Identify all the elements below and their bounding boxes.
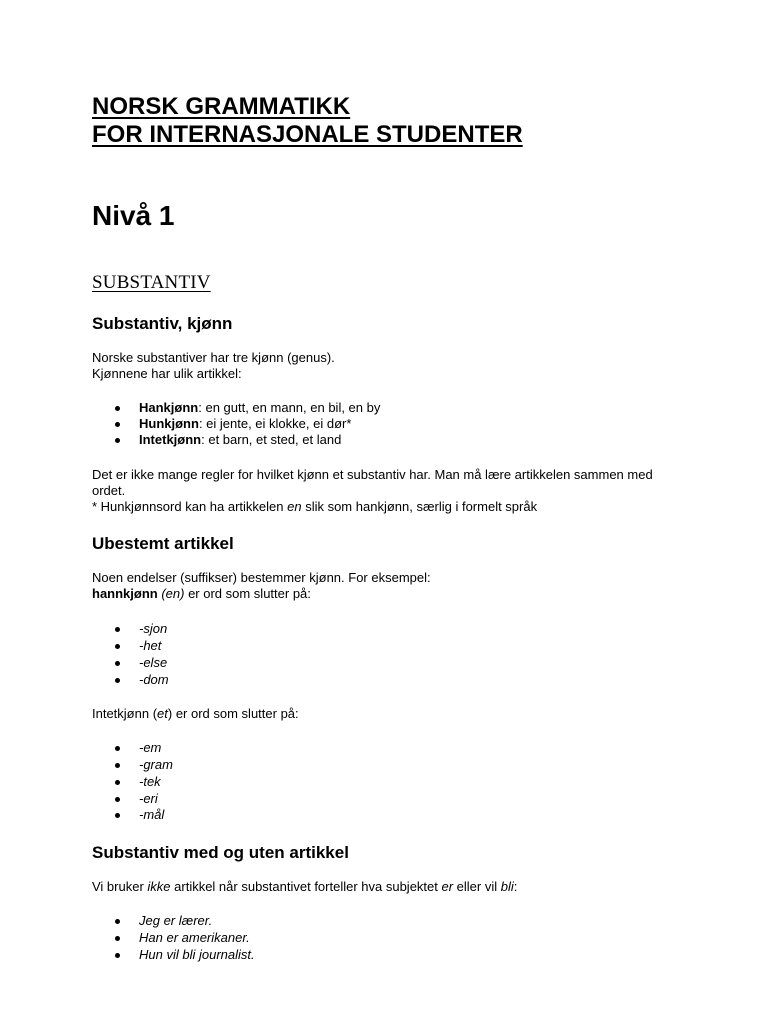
masculine-intro: hannkjønn (en) er ord som slutter på: xyxy=(92,586,311,601)
gender-note-line-2: ordet. xyxy=(92,483,126,498)
list-item: -dom xyxy=(139,672,169,687)
bullet-icon xyxy=(115,953,120,958)
bullet-icon xyxy=(115,661,120,666)
bullet-icon xyxy=(115,422,120,427)
list-item: -eri xyxy=(139,791,158,806)
level-heading: Nivå 1 xyxy=(92,200,175,231)
bullet-icon xyxy=(115,919,120,924)
indefinite-heading: Ubestemt artikkel xyxy=(92,534,234,553)
list-item: -sjon xyxy=(139,621,168,636)
list-item: Jeg er lærer. xyxy=(139,913,213,928)
neuter-intro: Intetkjønn (et) er ord som slutter på: xyxy=(92,706,299,721)
gender-intro-line-2: Kjønnene har ulik artikkel: xyxy=(92,366,242,381)
list-item: -mål xyxy=(139,807,165,822)
list-item: Intetkjønn: et barn, et sted, et land xyxy=(139,432,342,447)
document-title-line-1: NORSK GRAMMATIKK xyxy=(92,93,351,120)
bullet-icon xyxy=(115,406,120,411)
bullet-icon xyxy=(115,678,120,683)
section-heading: SUBSTANTIV xyxy=(92,272,211,293)
gender-intro-line-1: Norske substantiver har tre kjønn (genus). xyxy=(92,350,335,365)
list-item: -gram xyxy=(139,757,173,772)
article-use-intro: Vi bruker ikke artikkel når substantivet forteller hva subjektet er eller vil bli: xyxy=(92,879,518,894)
list-item: -em xyxy=(139,740,162,755)
list-item: Hun vil bli journalist. xyxy=(139,947,255,962)
bullet-icon xyxy=(115,936,120,941)
bullet-icon xyxy=(115,780,120,785)
article-use-heading: Substantiv med og uten artikkel xyxy=(92,843,349,862)
list-item: Han er amerikaner. xyxy=(139,930,250,945)
list-item: -else xyxy=(139,655,168,670)
gender-footnote: * Hunkjønnsord kan ha artikkelen en slik som hankjønn, særlig i formelt språk xyxy=(92,499,538,514)
bullet-icon xyxy=(115,438,120,443)
list-item: Hunkjønn: ei jente, ei klokke, ei dør* xyxy=(139,416,352,431)
list-item: -het xyxy=(139,638,162,653)
bullet-icon xyxy=(115,813,120,818)
indefinite-intro: Noen endelser (suffikser) bestemmer kjønn. For eksempel: xyxy=(92,570,431,585)
gender-note-line-1: Det er ikke mange regler for hvilket kjønn et substantiv har. Man må lære artikkelen sammen med xyxy=(92,467,653,482)
bullet-icon xyxy=(115,627,120,632)
bullet-icon xyxy=(115,763,120,768)
bullet-icon xyxy=(115,746,120,751)
bullet-icon xyxy=(115,797,120,802)
list-item: -tek xyxy=(139,774,161,789)
list-item: Hankjønn: en gutt, en mann, en bil, en by xyxy=(139,400,381,415)
bullet-icon xyxy=(115,644,120,649)
gender-heading: Substantiv, kjønn xyxy=(92,314,233,333)
document-title-line-2: FOR INTERNASJONALE STUDENTER xyxy=(92,121,523,148)
